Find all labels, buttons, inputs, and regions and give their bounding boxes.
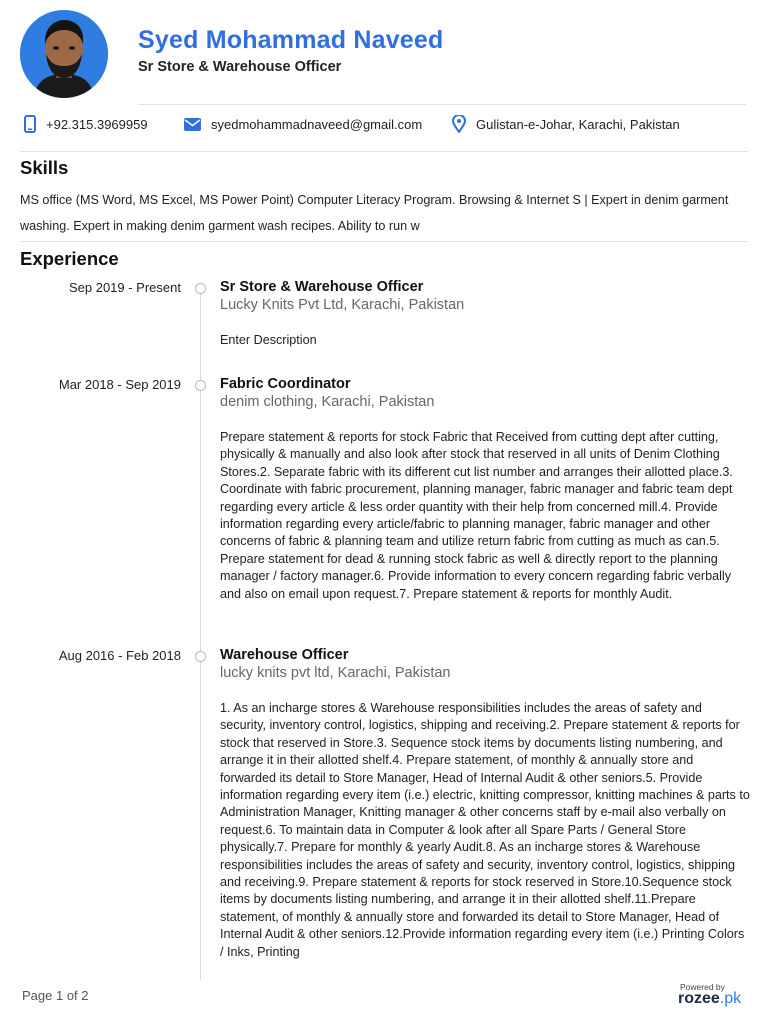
location-text: Gulistan-e-Johar, Karachi, Pakistan — [476, 116, 680, 132]
location-pin-icon — [452, 115, 466, 133]
candidate-title: Sr Store & Warehouse Officer — [138, 59, 342, 75]
entry-role: Fabric Coordinator — [220, 376, 351, 392]
timeline-dot — [195, 283, 206, 294]
envelope-icon — [184, 118, 201, 131]
entry-role: Sr Store & Warehouse Officer — [220, 279, 424, 295]
timeline-dot — [195, 651, 206, 662]
contact-location — [452, 113, 680, 135]
entry-company: Lucky Knits Pvt Ltd, Karachi, Pakistan — [220, 297, 465, 313]
contact-email — [184, 113, 422, 135]
experience-heading: Experience — [20, 248, 119, 269]
contact-divider — [20, 151, 748, 152]
entry-description: 1. As an incharge stores & Warehouse responsibilities includes the areas of safety and security, inventory control, logistics, shipping and receiving.2. Prepare statement & reports for stock that reserved in Store.3. Sequence stock items by documents listing numbering, and arrange it in their allotted shelf.4. Prepare statement, of monthly & annually store and forwarded its detail to Store Manager, Head of Internal Audit & other seniors.5. Provide information regarding every item (i.e.) electric, knitting compressor, knitting machines & parts to Administration Manager, Knitting manager & other concerns staff by e-mail also verbally on request.6. To maintain data in Computer & look after all Spare Parts / General Store physically.7. Prepare for monthly & yearly Audit.8. As an incharge stores & Warehouse responsibilities includes the areas of safety and security, inventory control, logistics, shipping and receiving.9. Prepare statement & reports for stock reserved in Store.10.Sequence stock items by documents listing numbering, and arrange it in their allotted shelf.11.Prepare statement, of monthly & annually store and forwarded its detail to Store Manager, Head of Internal Audit & other seniors.12.Provide information regarding every item (i.e.) Printing Colors / Inks, Printing — [220, 701, 750, 959]
rozee-brand: rozee — [678, 990, 720, 1007]
resume-header — [20, 10, 750, 100]
entry-dates: Sep 2019 - Present — [68, 280, 181, 295]
powered-by-text: Powered by — [680, 982, 725, 992]
entry-dates: Aug 2016 - Feb 2018 — [58, 648, 181, 663]
phone-icon — [24, 115, 36, 133]
entry-company: denim clothing, Karachi, Pakistan — [220, 394, 435, 410]
entry-role: Warehouse Officer — [220, 647, 349, 663]
header-divider — [138, 104, 746, 105]
rozee-logo — [678, 990, 741, 1008]
entry-description: Prepare statement & reports for stock Fabric that Received from cutting dept after cutting, physically & manually and also look after stock that reserved in all units of Denim Clothing Stores.2. Separate fabric with its different cut list number and arranges their allotted place.3. Coordinate with fabric procurement, planning manager, fabric manager and fabric team dept regarding every article & less order quantity with their help from concerned mill.4. Provide information regarding every article/fabric to planning manager, fabric manager and other concerns of fabric & planning team and utilize return fabric from cutting as much as can.5. Prepare statement for dead & running stock fabric as well & directly report to the planning manager / factory manager.6. Provide information to every concern regarding fabric verbally and also on email upon request.7. Prepare statement & reports for monthly Audit. — [220, 430, 733, 601]
timeline-dot — [195, 380, 206, 391]
profile-photo — [20, 10, 108, 98]
rozee-brand-suffix: .pk — [719, 990, 742, 1007]
contact-phone — [24, 113, 148, 135]
skills-divider — [20, 241, 748, 242]
skills-heading: Skills — [20, 157, 69, 178]
page-indicator: Page 1 of 2 — [22, 988, 89, 1003]
skills-text: MS office (MS Word, MS Excel, MS Power Point) Computer Literacy Program. Browsing & Internet S | Expert in denim garment washing. Expert in making denim garment wash recipes. Ability to run w — [20, 193, 729, 233]
timeline-line — [200, 290, 201, 980]
entry-description: Enter Description — [220, 333, 317, 347]
entry-company: lucky knits pvt ltd, Karachi, Pakistan — [220, 665, 451, 681]
phone-text: +92.315.3969959 — [46, 116, 148, 132]
entry-dates: Mar 2018 - Sep 2019 — [58, 377, 181, 392]
email-text: syedmohammadnaveed@gmail.com — [211, 116, 423, 132]
candidate-name: Syed Mohammad Naveed — [138, 26, 444, 54]
